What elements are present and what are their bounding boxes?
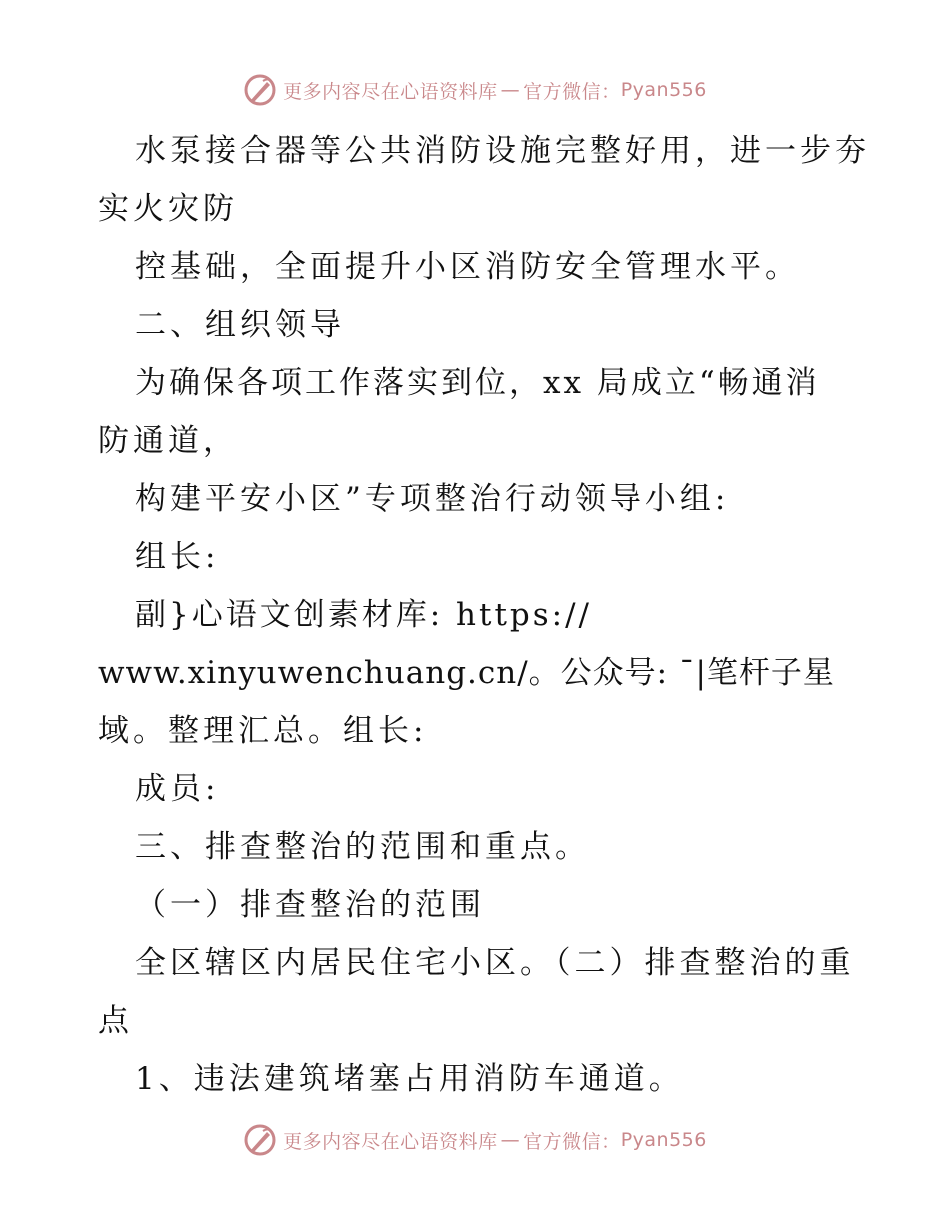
section-heading: 三、排查整治的范围和重点。 xyxy=(135,829,590,865)
text-line: 组长: xyxy=(135,539,220,575)
watermark-id: Pyan556 xyxy=(620,79,707,101)
text-line: 副}心语文创素材库: https:// xyxy=(135,597,592,633)
text-line: 为确保各项工作落实到位，xx 局成立“畅通消 xyxy=(135,365,820,401)
text-line: 控基础，全面提升小区消防安全管理水平。 xyxy=(135,249,800,285)
text-line: 防通道， xyxy=(98,423,238,459)
text-line: 成员: xyxy=(135,771,220,807)
document-body xyxy=(98,122,868,1108)
list-item: 1、违法建筑堵塞占用消防车通道。 xyxy=(135,1061,684,1097)
text-line: 点 xyxy=(98,1003,133,1039)
quill-pen-logo-icon xyxy=(243,73,277,107)
watermark-separator: — xyxy=(500,1129,521,1151)
text-line: 构建平安小区”专项整治行动领导小组: xyxy=(135,481,730,517)
watermark-id: Pyan556 xyxy=(620,1129,707,1151)
text-line: 域。整理汇总。组长: xyxy=(98,713,428,749)
watermark-text: 更多内容尽在心语资料库 xyxy=(283,80,498,103)
watermark-label: 官方微信： xyxy=(523,1130,621,1153)
watermark-separator: — xyxy=(500,79,521,101)
text-line: www.xinyuwenchuang.cn/。公众号: ¯|笔杆子星 xyxy=(98,655,835,691)
watermark-text: 更多内容尽在心语资料库 xyxy=(283,1130,498,1153)
watermark-label: 官方微信： xyxy=(523,80,621,103)
quill-pen-logo-icon xyxy=(243,1123,277,1157)
subsection-heading: （一）排查整治的范围 xyxy=(135,887,485,923)
text-line: 全区辖区内居民住宅小区。（二）排查整治的重 xyxy=(135,945,855,981)
section-heading: 二、组织领导 xyxy=(135,307,345,343)
text-line: 水泵接合器等公共消防设施完整好用，进一步夯 xyxy=(135,133,870,169)
header-watermark xyxy=(0,70,950,110)
text-line: 实火灾防 xyxy=(98,191,238,227)
footer-watermark xyxy=(0,1120,950,1160)
